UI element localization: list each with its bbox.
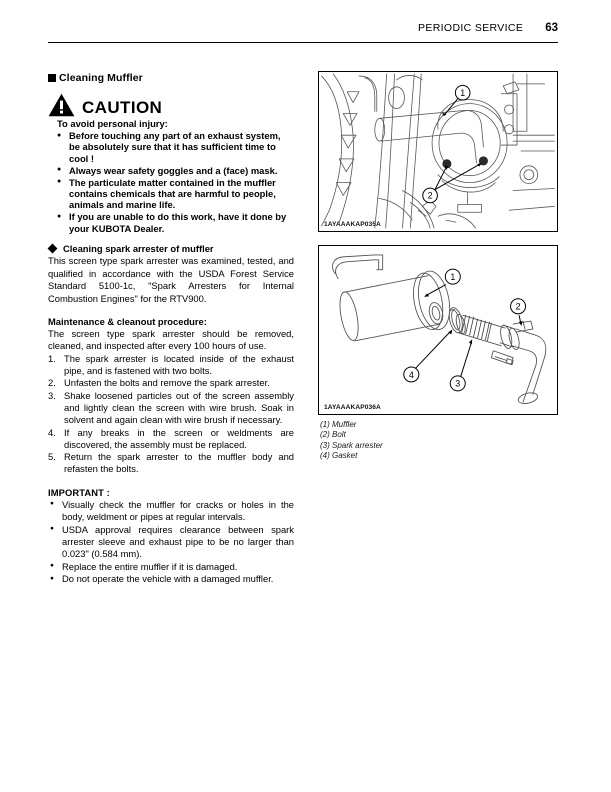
legend-item: (3) Spark arrester	[320, 440, 383, 450]
warning-triangle-icon	[48, 93, 75, 117]
caution-item: ● Before touching any part of an exhaust system, be absolutely sure that it has sufficient time to cool !	[57, 130, 294, 164]
important-item: ● Visually check the muffler for cracks or holes in the body, weldment or pipes at regular intervals.	[48, 499, 294, 524]
procedure-step: Return the spark arrester to the muffler body and refasten the bolts.	[64, 451, 294, 475]
important-list	[48, 499, 294, 586]
caution-item: ● The particulate matter contained in the muffler contains chemicals that are harmful to people, animals and marine life.	[57, 177, 294, 211]
procedure-step: Unfasten the bolts and remove the spark arrester.	[64, 377, 270, 389]
muffler-installation-figure	[318, 71, 558, 232]
procedure-step: The spark arrester is located inside of the exhaust pipe, and is fastened with two bolts.	[64, 352, 294, 377]
legend-item: (4) Gasket	[320, 450, 358, 460]
page-number: 63	[545, 22, 558, 34]
section-heading	[48, 72, 294, 84]
caution-list	[48, 130, 294, 234]
figure-code: 1AYAAAKAP035A	[324, 221, 381, 228]
svg-text:2: 2	[427, 190, 433, 201]
svg-text:4: 4	[408, 369, 414, 380]
page-header	[48, 22, 558, 42]
procedure-step: If any breaks in the screen or weldments are discovered, the assembly must be replaced.	[64, 426, 294, 450]
right-figure-column	[318, 71, 558, 461]
procedure-heading: Maintenance & cleanout procedure:	[48, 315, 207, 327]
diamond-bullet-icon	[48, 244, 58, 254]
caution-header	[48, 91, 294, 117]
header-title: PERIODIC SERVICE	[418, 22, 524, 34]
procedure-step: Shake loosened particles out of the screen assembly and lightly clean the screen with wire brush. Soak in solvent and again clean with wire brush if necessary.	[64, 389, 294, 426]
figure-legend	[318, 420, 558, 461]
caution-item: ● If you are unable to do this work, have it done by your KUBOTA Dealer.	[57, 211, 294, 234]
important-item: ● Replace the entire muffler if it is damaged.	[48, 561, 294, 573]
important-item: ● Do not operate the vehicle with a damaged muffler.	[48, 573, 294, 585]
figure-code: 1AYAAAKAP036A	[324, 404, 381, 411]
left-text-column	[48, 72, 294, 586]
spark-arrester-heading	[48, 243, 294, 254]
legend-item: (1) Muffler	[320, 420, 357, 429]
legend-item: (2) Bolt	[320, 430, 346, 440]
caution-label: CAUTION	[82, 98, 163, 117]
square-bullet-icon	[48, 74, 56, 82]
spark-arrester-paragraph: This screen type spark arrester was examined, tested, and qualified in accordance with the USDA Forest Service Standard 5100-1c, "Spark Arresters for Internal Combustion Engines" for the RTV900.	[48, 255, 294, 304]
svg-text:3: 3	[455, 378, 461, 389]
caution-box	[48, 91, 294, 234]
caution-item: ● Always wear safety goggles and a (face) mask.	[57, 165, 294, 176]
muffler-exploded-figure	[318, 245, 558, 415]
procedure-steps	[48, 353, 294, 476]
spark-arrester-heading-label: Cleaning spark arrester of muffler	[63, 243, 214, 255]
svg-text:2: 2	[515, 301, 521, 312]
important-item: ● USDA approval requires clearance between spark arrester sleeve and exhaust pipe to be no larger than 0.023" (0.584 mm).	[48, 524, 294, 561]
caution-lead: To avoid personal injury:	[57, 118, 168, 129]
important-heading: IMPORTANT :	[48, 486, 110, 498]
section-heading-label: Cleaning Muffler	[59, 72, 143, 84]
header-rule	[48, 42, 558, 43]
svg-text:1: 1	[460, 87, 466, 98]
svg-text:1: 1	[450, 271, 456, 282]
procedure-intro: The screen type spark arrester should be removed, cleaned, and inspected after every 100 hours of use.	[48, 327, 294, 352]
